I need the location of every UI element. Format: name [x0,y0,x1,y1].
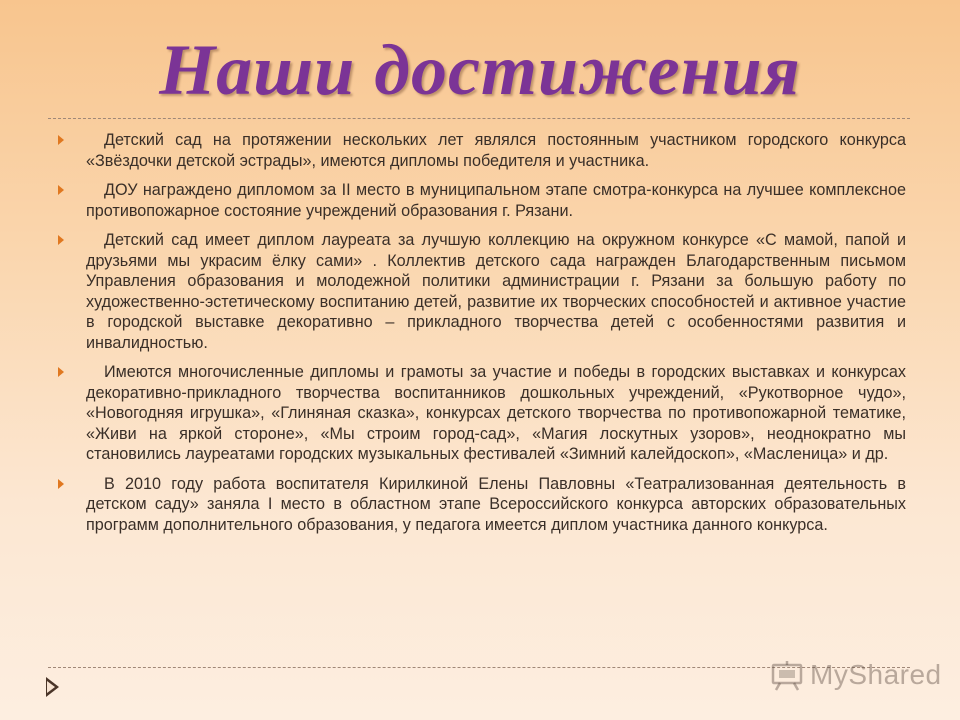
list-item [58,362,906,465]
list-item [58,230,906,353]
list-item-text: Детский сад имеет диплом лауреата за лучшую коллекцию на окружном конкурсе «С мамой, папой и друзьями мы украсим ёлку сами» . Коллектив детского сада награжден Благодарственным письмом Управления образования и молодежной политики администрации г. Рязани за большую работу по художественно-эстетическому воспитанию детей, развитие их творческих способностей и активное участие в городской выставке декоративно – прикладного творчества детей с особенностями развития и инвалидностью. [86,231,906,352]
title-divider [48,118,910,119]
slide-title: Наши достижения [159,30,801,110]
bullet-arrow-icon [58,135,64,145]
bullet-arrow-icon [58,185,64,195]
list-item-text: ДОУ награждено дипломом за II место в муниципальном этапе смотра-конкурса на лучшее комплексное противопожарное состояние учреждений образования г. Рязани. [86,181,906,220]
achievements-list [58,130,906,544]
play-arrow-icon[interactable] [46,677,59,697]
list-item-text: Имеются многочисленные дипломы и грамоты за участие и победы в городских выставках и конкурсах декоративно-прикладного творчества воспитанников дошкольных учреждений, «Рукотворное чудо», «Новогодняя игрушка», «Глиняная сказка», конкурсах детского творчества по противопожарной тематике, «Живи на яркой стороне», «Мы строим город-сад», «Магия лоскутных узоров», неоднократно мы становились лауреатами городских музыкальных фестивалей «Зимний калейдоскоп», «Масленица» и др. [86,363,906,463]
bullet-arrow-icon [58,235,64,245]
list-item [58,180,906,221]
list-item-text: Детский сад на протяжении нескольких лет являлся постоянным участником городского конкурса «Звёздочки детской эстрады», имеются дипломы победителя и участника. [86,131,906,170]
bullet-arrow-icon [58,367,64,377]
watermark-text: MyShared [810,659,942,690]
watermark [770,657,942,693]
bullet-arrow-icon [58,479,64,489]
list-item [58,474,906,536]
list-item [58,130,906,171]
list-item-text: В 2010 году работа воспитателя Кирилкиной Елены Павловны «Театрализованная деятельность в детском саду» заняла I место в областном этапе Всероссийского конкурса авторских образовательных программ дополнительного образования, у педагога имеется диплом участника данного конкурса. [86,474,906,534]
presentation-board-icon [770,659,804,691]
play-arrow-inner [47,681,55,693]
